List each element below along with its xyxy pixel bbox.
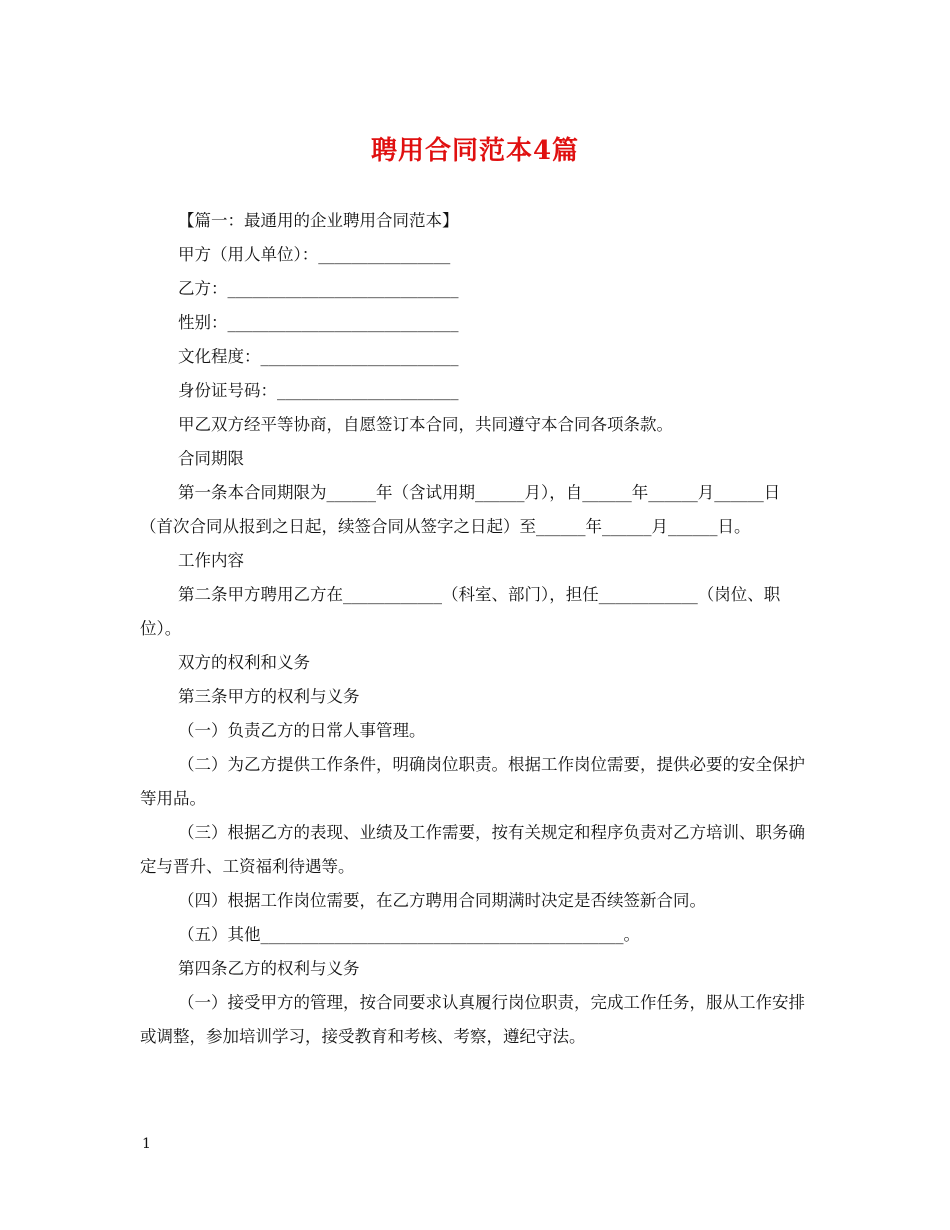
heading-work-content: 工作内容 <box>178 551 244 570</box>
article-3: 第三条甲方的权利与义务 <box>178 687 360 706</box>
article-1: 第一条本合同期限为______年（含试用期______月），自______年______月______日（首次合同从报到之日起，续签合同从签字之日起）至______年______月______日。 <box>140 483 781 536</box>
article-2: 第二条甲方聘用乙方在____________（科室、部门），担任____________（岗位、职位）。 <box>140 585 781 638</box>
heading-contract-term: 合同期限 <box>178 449 244 468</box>
article-4: 第四条乙方的权利与义务 <box>178 959 360 978</box>
field-education: 文化程度：________________________ <box>178 347 459 366</box>
field-party-b: 乙方：____________________________ <box>178 279 459 298</box>
article-3-item-2: （二）为乙方提供工作条件，明确岗位职责。根据工作岗位需要，提供必要的安全保护等用品。 <box>140 755 805 808</box>
field-party-a: 甲方（用人单位）：________________ <box>178 245 451 264</box>
field-id-number: 身份证号码：______________________ <box>178 381 459 400</box>
paragraph-section-heading: 【篇一：最通用的企业聘用合同范本】 <box>178 211 459 230</box>
article-3-item-1: （一）负责乙方的日常人事管理。 <box>178 721 426 740</box>
article-4-item-1: （一）接受甲方的管理，按合同要求认真履行岗位职责，完成工作任务，服从工作安排或调整，参加培训学习，接受教育和考核、考察，遵纪守法。 <box>140 993 805 1046</box>
document-title: 聘用合同范本4篇 <box>370 136 580 166</box>
page-number: 1 <box>142 1136 151 1152</box>
heading-rights-obligations: 双方的权利和义务 <box>178 653 310 672</box>
article-3-item-3: （三）根据乙方的表现、业绩及工作需要，按有关规定和程序负责对乙方培训、职务确定与晋升、工资福利待遇等。 <box>140 823 805 876</box>
article-3-item-4: （四）根据工作岗位需要，在乙方聘用合同期满时决定是否续签新合同。 <box>178 891 706 910</box>
document-body <box>140 204 812 1054</box>
article-3-item-5: （五）其他____________________________________________。 <box>178 925 640 944</box>
paragraph-agreement: 甲乙双方经平等协商，自愿签订本合同，共同遵守本合同各项条款。 <box>178 415 673 434</box>
field-gender: 性别：____________________________ <box>178 313 459 332</box>
